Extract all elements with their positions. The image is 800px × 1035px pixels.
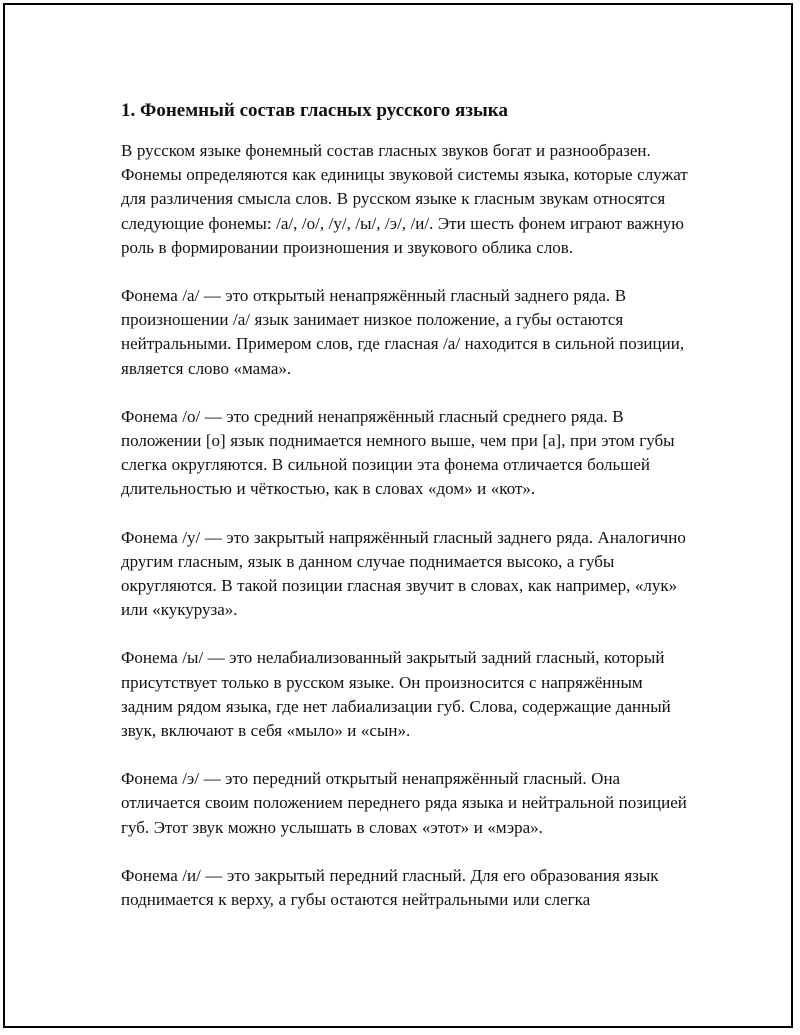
paragraph-phoneme-i: Фонема /и/ — это закрытый передний гласный. Для его образования язык поднимается к верху, а губы остаются нейтральными или слегка bbox=[121, 865, 659, 910]
paragraph-intro: В русском языке фонемный состав гласных звуков богат и разнообразен. Фонемы определяются как единицы звуковой системы языка, которые служат для различения смысла слов. В русском языке к гласным звукам относятся следующие фонемы: /а/, /о/, /у/, /ы/, /э/, /и/. Эти шесть фонем играют важную роль в формировании произношения и звукового облика слов. bbox=[121, 141, 688, 257]
section-title: 1. Фонемный состав гласных русского языка bbox=[121, 100, 508, 121]
paragraph-phoneme-y: Фонема /ы/ — это нелабиализованный закрытый задний гласный, который присутствует только в русском языке. Он произносится с напряжённым задним рядом языка, где нет лабиализации губ. Слова, содержащие данный звук, включают в себя «мыло» и «сын». bbox=[121, 648, 671, 741]
paragraph-phoneme-o: Фонема /о/ — это средний ненапряжённый гласный среднего ряда. В положении [о] язык поднимается немного выше, чем при [а], при этом губы слегка округляются. В сильной позиции эта фонема отличается большей длительностью и чёткостью, как в словах «дом» и «кот». bbox=[121, 406, 675, 499]
document-page bbox=[3, 3, 793, 1028]
document-body bbox=[121, 97, 691, 936]
paragraph-phoneme-a: Фонема /а/ — это открытый ненапряжённый гласный заднего ряда. В произношении /а/ язык занимает низкое положение, а губы остаются нейтральными. Примером слов, где гласная /а/ находится в сильной позиции, является слово «мама». bbox=[121, 286, 685, 378]
paragraph-phoneme-u: Фонема /у/ — это закрытый напряжённый гласный заднего ряда. Аналогично другим гласным, язык в данном случае поднимается высоко, а губы округляются. В такой позиции гласная звучит в словах, как например, «лук» или «кукуруза». bbox=[121, 527, 686, 620]
paragraph-phoneme-e: Фонема /э/ — это передний открытый ненапряжённый гласный. Она отличается своим положением переднего ряда языка и нейтральной позицией губ. Этот звук можно услышать в словах «этот» и «мэра». bbox=[121, 769, 687, 837]
